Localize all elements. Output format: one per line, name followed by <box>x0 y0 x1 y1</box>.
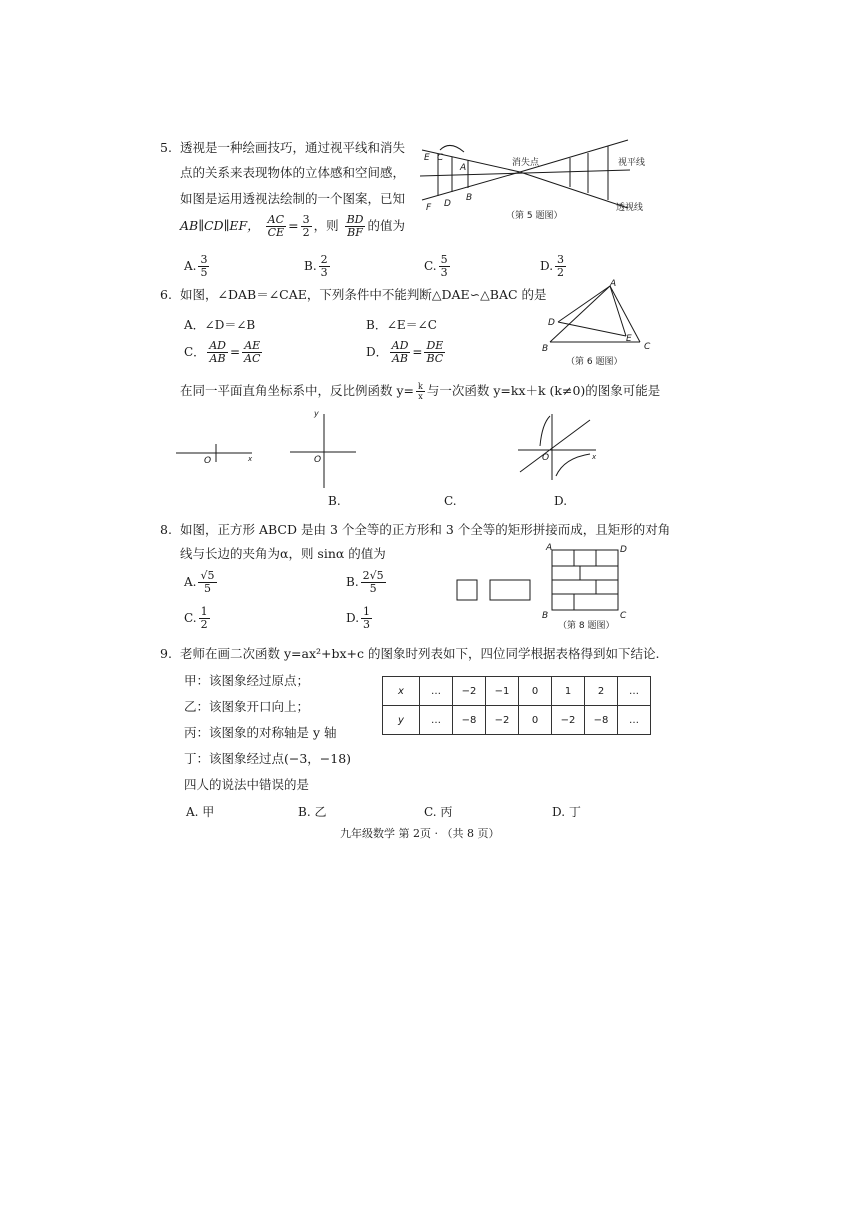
table-row <box>383 677 651 706</box>
q8-line1: 如图，正方形 ABCD 是由 3 个全等的正方形和 3 个全等的矩形拼接而成，且矩形的对角 <box>180 522 671 537</box>
q6-triangle-figure <box>540 278 660 373</box>
q8-number: 8. <box>160 522 172 537</box>
q8-option-a: A. $\frac{√5}{5}$ <box>184 569 215 595</box>
q7-graph-d <box>516 410 598 482</box>
q9-value-table <box>382 676 651 735</box>
q8-square-piece <box>457 580 477 600</box>
q5-pt-b: B <box>466 193 473 203</box>
q9-stem: 老师在画二次函数 y=ax²+bx+c 的图象时列表如下，四位同学根据表格得到如下结论. <box>180 646 660 661</box>
q8-pt-a: A <box>546 543 553 553</box>
table-row <box>383 706 651 735</box>
q7-graph-b <box>290 408 360 488</box>
q9-option-b: B. 乙 <box>298 805 327 819</box>
q6-pt-e: E <box>626 334 632 344</box>
table-cell: −1 <box>486 677 519 706</box>
table-cell: y <box>383 706 420 735</box>
q5-caption: （第 5 题图） <box>506 211 563 221</box>
table-cell: −8 <box>453 706 486 735</box>
q8-line2: 线与长边的夹角为α，则 sinα 的值为 <box>180 546 386 561</box>
q8-caption: （第 8 题图） <box>558 621 615 631</box>
q6-stem: 如图，∠DAB＝∠CAE，下列条件中不能判断△DAE∽△BAC 的是 <box>180 287 547 302</box>
table-cell: … <box>618 706 651 735</box>
q9-option-d: D. 丁 <box>552 805 581 819</box>
q8-pt-d: D <box>620 545 627 555</box>
q5-horizon-label: 视平线 <box>618 158 646 168</box>
q9-number: 9. <box>160 646 172 661</box>
q5-pt-f: F <box>426 203 432 213</box>
q9-option-a: A. 甲 <box>186 805 215 819</box>
q8-option-b: B. $\frac{2√5}{5}$ <box>346 569 384 595</box>
q5-pt-c: C <box>437 153 444 163</box>
table-cell: 2 <box>585 677 618 706</box>
q5-condition: AB∥CD∥EF， $\frac{AC}{CE}$ = $\frac{3}{2}$ ，则 $\frac{BD}{BF}$ 的值为 <box>180 213 405 239</box>
q6-number: 6. <box>160 287 172 302</box>
table-cell: x <box>383 677 420 706</box>
q7b-y-label: y <box>314 409 319 418</box>
q6-option-d: D． $\frac{AD}{AB}$ = $\frac{DE}{BC}$ <box>366 339 444 365</box>
table-cell: 0 <box>519 677 552 706</box>
q8-square-figure <box>540 542 640 634</box>
q8-option-d: D. $\frac{1}{3}$ <box>346 605 371 631</box>
q6-option-b: B．∠E＝∠C <box>366 318 437 332</box>
q7a-x-label: x <box>248 455 253 463</box>
q7d-origin: O <box>542 453 550 463</box>
q7-label-c: C. <box>444 494 457 508</box>
q6-option-a: A．∠D＝∠B <box>184 318 256 332</box>
q7a-origin: O <box>204 456 212 466</box>
q5-vanish-label: 消失点 <box>512 158 540 168</box>
q7-graph-a <box>176 434 256 484</box>
q5-frac-bd-bf: $\frac{BD}{BF}$ <box>346 213 364 239</box>
q9-statement-ding: 丁：该图象经过点(−3，−18) <box>184 751 352 766</box>
table-cell: −2 <box>552 706 585 735</box>
q5-option-d: D. $\frac{3}{2}$ <box>540 253 565 279</box>
q5-option-c: C. $\frac{5}{3}$ <box>424 253 448 279</box>
q7b-origin: O <box>314 455 322 465</box>
q5-perspective-label: 透视线 <box>616 203 644 213</box>
q9-ask: 四人的说法中错误的是 <box>184 777 310 792</box>
q6-caption: （第 6 题图） <box>566 357 623 367</box>
q6-pt-a: A <box>610 279 617 289</box>
table-cell: … <box>420 706 453 735</box>
table-cell: … <box>420 677 453 706</box>
q9-option-c: C. 丙 <box>424 805 453 819</box>
q9-statement-bing: 丙：该图象的对称轴是 y 轴 <box>184 725 337 740</box>
q5-pt-e: E <box>424 153 430 163</box>
q7d-x-label: x <box>592 453 597 461</box>
q5-line3: 如图是运用透视法绘制的一个图案，已知 <box>180 191 406 206</box>
q9-statement-jia: 甲：该图象经过原点； <box>184 673 310 688</box>
q7-label-d: D. <box>554 494 568 508</box>
q8-option-c: C. $\frac{1}{2}$ <box>184 605 208 631</box>
page-footer: 九年级数学 第 2页 · （共 8 页） <box>340 827 500 840</box>
q5-perspective-figure <box>420 138 680 228</box>
q5-pt-a: A <box>460 163 467 173</box>
q8-pt-c: C <box>620 611 627 621</box>
q5-frac-ac-ce: $\frac{AC}{CE}$ <box>267 213 285 239</box>
q5-option-a: A. $\frac{3}{5}$ <box>184 253 208 279</box>
q8-pt-b: B <box>542 611 549 621</box>
q6-pt-d: D <box>548 318 555 328</box>
q6-pt-c: C <box>644 342 651 352</box>
q5-number: 5. <box>160 140 172 155</box>
table-cell: … <box>618 677 651 706</box>
table-cell: −2 <box>486 706 519 735</box>
table-cell: −2 <box>453 677 486 706</box>
table-cell: 1 <box>552 677 585 706</box>
q5-line2: 点的关系来表现物体的立体感和空间感， <box>180 165 406 180</box>
q6-pt-b: B <box>542 344 549 354</box>
q8-pieces <box>456 579 536 603</box>
table-cell: −8 <box>585 706 618 735</box>
table-cell: 0 <box>519 706 552 735</box>
q7-label-b: B. <box>328 494 341 508</box>
q9-statement-yi: 乙：该图象开口向上； <box>184 699 310 714</box>
q5-pt-d: D <box>444 199 451 209</box>
q7-stem: 在同一平面直角坐标系中，反比例函数 y= $\frac{k}{x}$ 与一次函数 y=kx＋k (k≠0)的图象可能是 <box>180 382 661 401</box>
q8-rectangle-piece <box>490 580 530 600</box>
q6-option-c: C． $\frac{AD}{AB}$ = $\frac{AE}{AC}$ <box>184 339 261 365</box>
q5-option-b: B. $\frac{2}{3}$ <box>304 253 328 279</box>
q5-frac-3-2: $\frac{3}{2}$ <box>302 213 310 239</box>
q5-line1: 透视是一种绘画技巧，通过视平线和消失 <box>180 140 406 155</box>
